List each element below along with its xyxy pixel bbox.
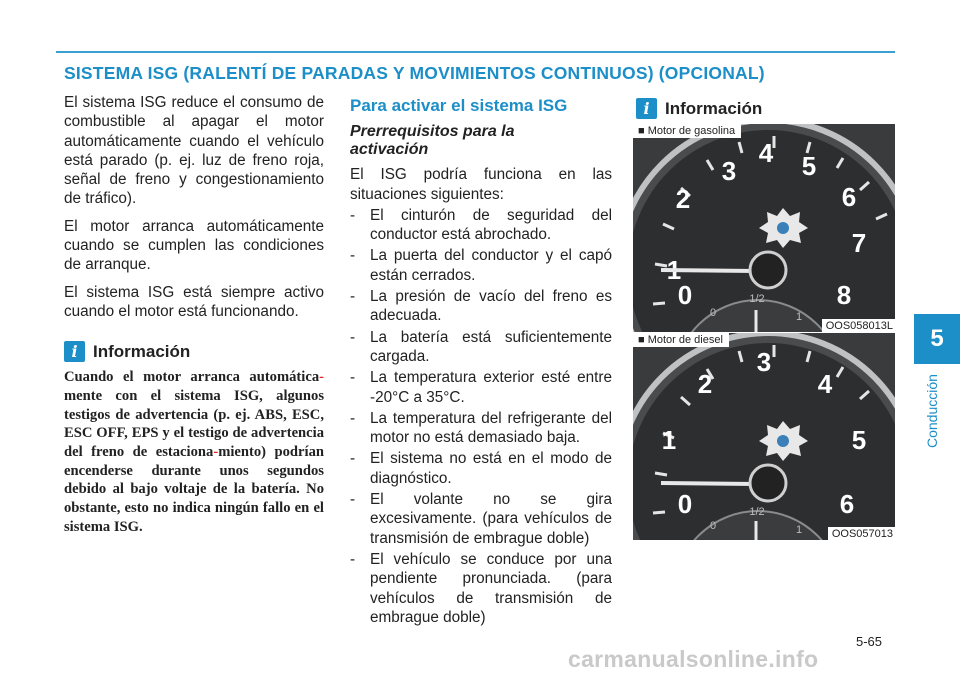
paragraph-active: El sistema ISG está siempre activo cuando el motor está funcionando. — [64, 283, 324, 320]
tach-number: 5 — [801, 151, 817, 181]
tach-number: 7 — [851, 228, 867, 258]
gauge-figure-gasoline — [633, 124, 895, 332]
info-heading — [64, 341, 324, 362]
fuel-gauge-label: 1 — [795, 524, 803, 536]
chapter-name: Conducción — [924, 374, 940, 448]
list-item: - El sistema no está en el modo de diagnóstico. — [350, 450, 612, 487]
fuel-gauge-label: 1/2 — [749, 506, 765, 518]
watermark: carmanualsonline.info — [568, 646, 819, 672]
tachometer-gasoline-illustration — [633, 124, 895, 332]
conditions-list — [350, 206, 612, 627]
list-item: - La temperatura del refrigerante del motor no está demasiado baja. — [350, 409, 612, 447]
info-heading-right — [636, 98, 762, 119]
tach-number: 4 — [758, 138, 774, 168]
fuel-gauge-label: 1/2 — [749, 293, 765, 305]
list-item: - La temperatura exterior esté entre -20°C a 35°C. — [350, 369, 612, 406]
tach-number: 5 — [851, 425, 867, 455]
chapter-tab[interactable]: 5 — [914, 314, 960, 364]
conditions-intro: El ISG podría funciona en las situaciones siguientes: — [350, 166, 612, 203]
section-heading: Para activar el sistema ISG — [350, 96, 568, 115]
page-title: SISTEMA ISG (RALENTÍ DE PARADAS Y MOVIMIENTOS CONTINUOS) (OPCIONAL) — [64, 63, 765, 83]
info-note-part1: Cuando el motor arranca automática — [64, 369, 320, 386]
info-icon: i — [64, 341, 85, 362]
info-note — [64, 368, 324, 536]
list-item: - La puerta del conductor y el capó están cerrados. — [350, 247, 612, 284]
tach-number: 3 — [756, 347, 772, 377]
list-item: - El volante no se gira excesivamente. (para vehículos de transmisión de embrague doble) — [350, 491, 612, 547]
tach-number: 2 — [697, 369, 713, 399]
paragraph-restart: El motor arranca automáticamente cuando se cumplen las condiciones de arranque. — [64, 217, 324, 274]
tach-number: 2 — [675, 184, 691, 214]
header-rule — [56, 51, 895, 53]
figure-code-diesel: OOS057013 — [828, 527, 895, 540]
fuel-gauge-label: 1 — [795, 311, 803, 323]
list-item: - El vehículo se conduce por una pendiente pronunciada. (para vehículos de transmisión de embrague doble) — [350, 550, 612, 626]
fuel-gauge-label: 0 — [709, 307, 717, 319]
tachometer-diesel-illustration — [633, 333, 895, 540]
tach-number: 6 — [841, 182, 857, 212]
middle-column — [350, 96, 612, 629]
info-heading-label: Información — [93, 342, 191, 362]
info-icon: i — [636, 98, 657, 119]
list-item: - El cinturón de seguridad del conductor está abrochado. — [350, 206, 612, 244]
tach-number: 0 — [677, 489, 693, 519]
paragraph-intro: El sistema ISG reduce el consumo de combustible al apagar el motor automáticamente cuando el vehículo está parado (p. ej. luz de freno roja, señal de freno y congestionamiento de tráfico). — [64, 94, 324, 208]
tach-number: 3 — [721, 156, 737, 186]
info-note-part2: mente con el sistema ISG, algunos testigos de advertencia (p. ej. ABS, ESC, ESC OFF, EPS y el testigo de advertencia del freno de estaciona — [64, 387, 324, 461]
sub-heading: Prerrequisitos para la activación — [350, 123, 515, 159]
tach-number: 0 — [677, 280, 693, 310]
figure-label-gasoline: ■ Motor de gasolina — [633, 124, 741, 138]
list-item: - La batería está suficientemente cargada. — [350, 328, 612, 365]
gauge-figure-diesel — [633, 333, 895, 540]
info-note-part3: miento) podrían encenderse durante unos segundos debido al bajo voltaje de la batería. No obstante, esto no indica ningún fallo en el sistema ISG. — [64, 444, 324, 535]
tach-number: 1 — [661, 425, 677, 455]
fuel-gauge-label: 0 — [709, 520, 717, 532]
info-note-hyphen: - — [319, 369, 324, 386]
tach-number: 8 — [836, 280, 852, 310]
page-number: 5-65 — [856, 634, 883, 649]
tach-number: 4 — [817, 369, 833, 399]
info-heading-label: Información — [665, 98, 763, 118]
figure-code-gasoline: OOS058013L — [822, 319, 895, 332]
left-column — [64, 93, 324, 537]
list-item: - La presión de vacío del freno es adecuada. — [350, 288, 612, 325]
info-note-hyphen2: - — [213, 444, 219, 461]
tach-number: 6 — [839, 489, 855, 519]
figure-label-diesel: ■ Motor de diesel — [633, 333, 729, 347]
